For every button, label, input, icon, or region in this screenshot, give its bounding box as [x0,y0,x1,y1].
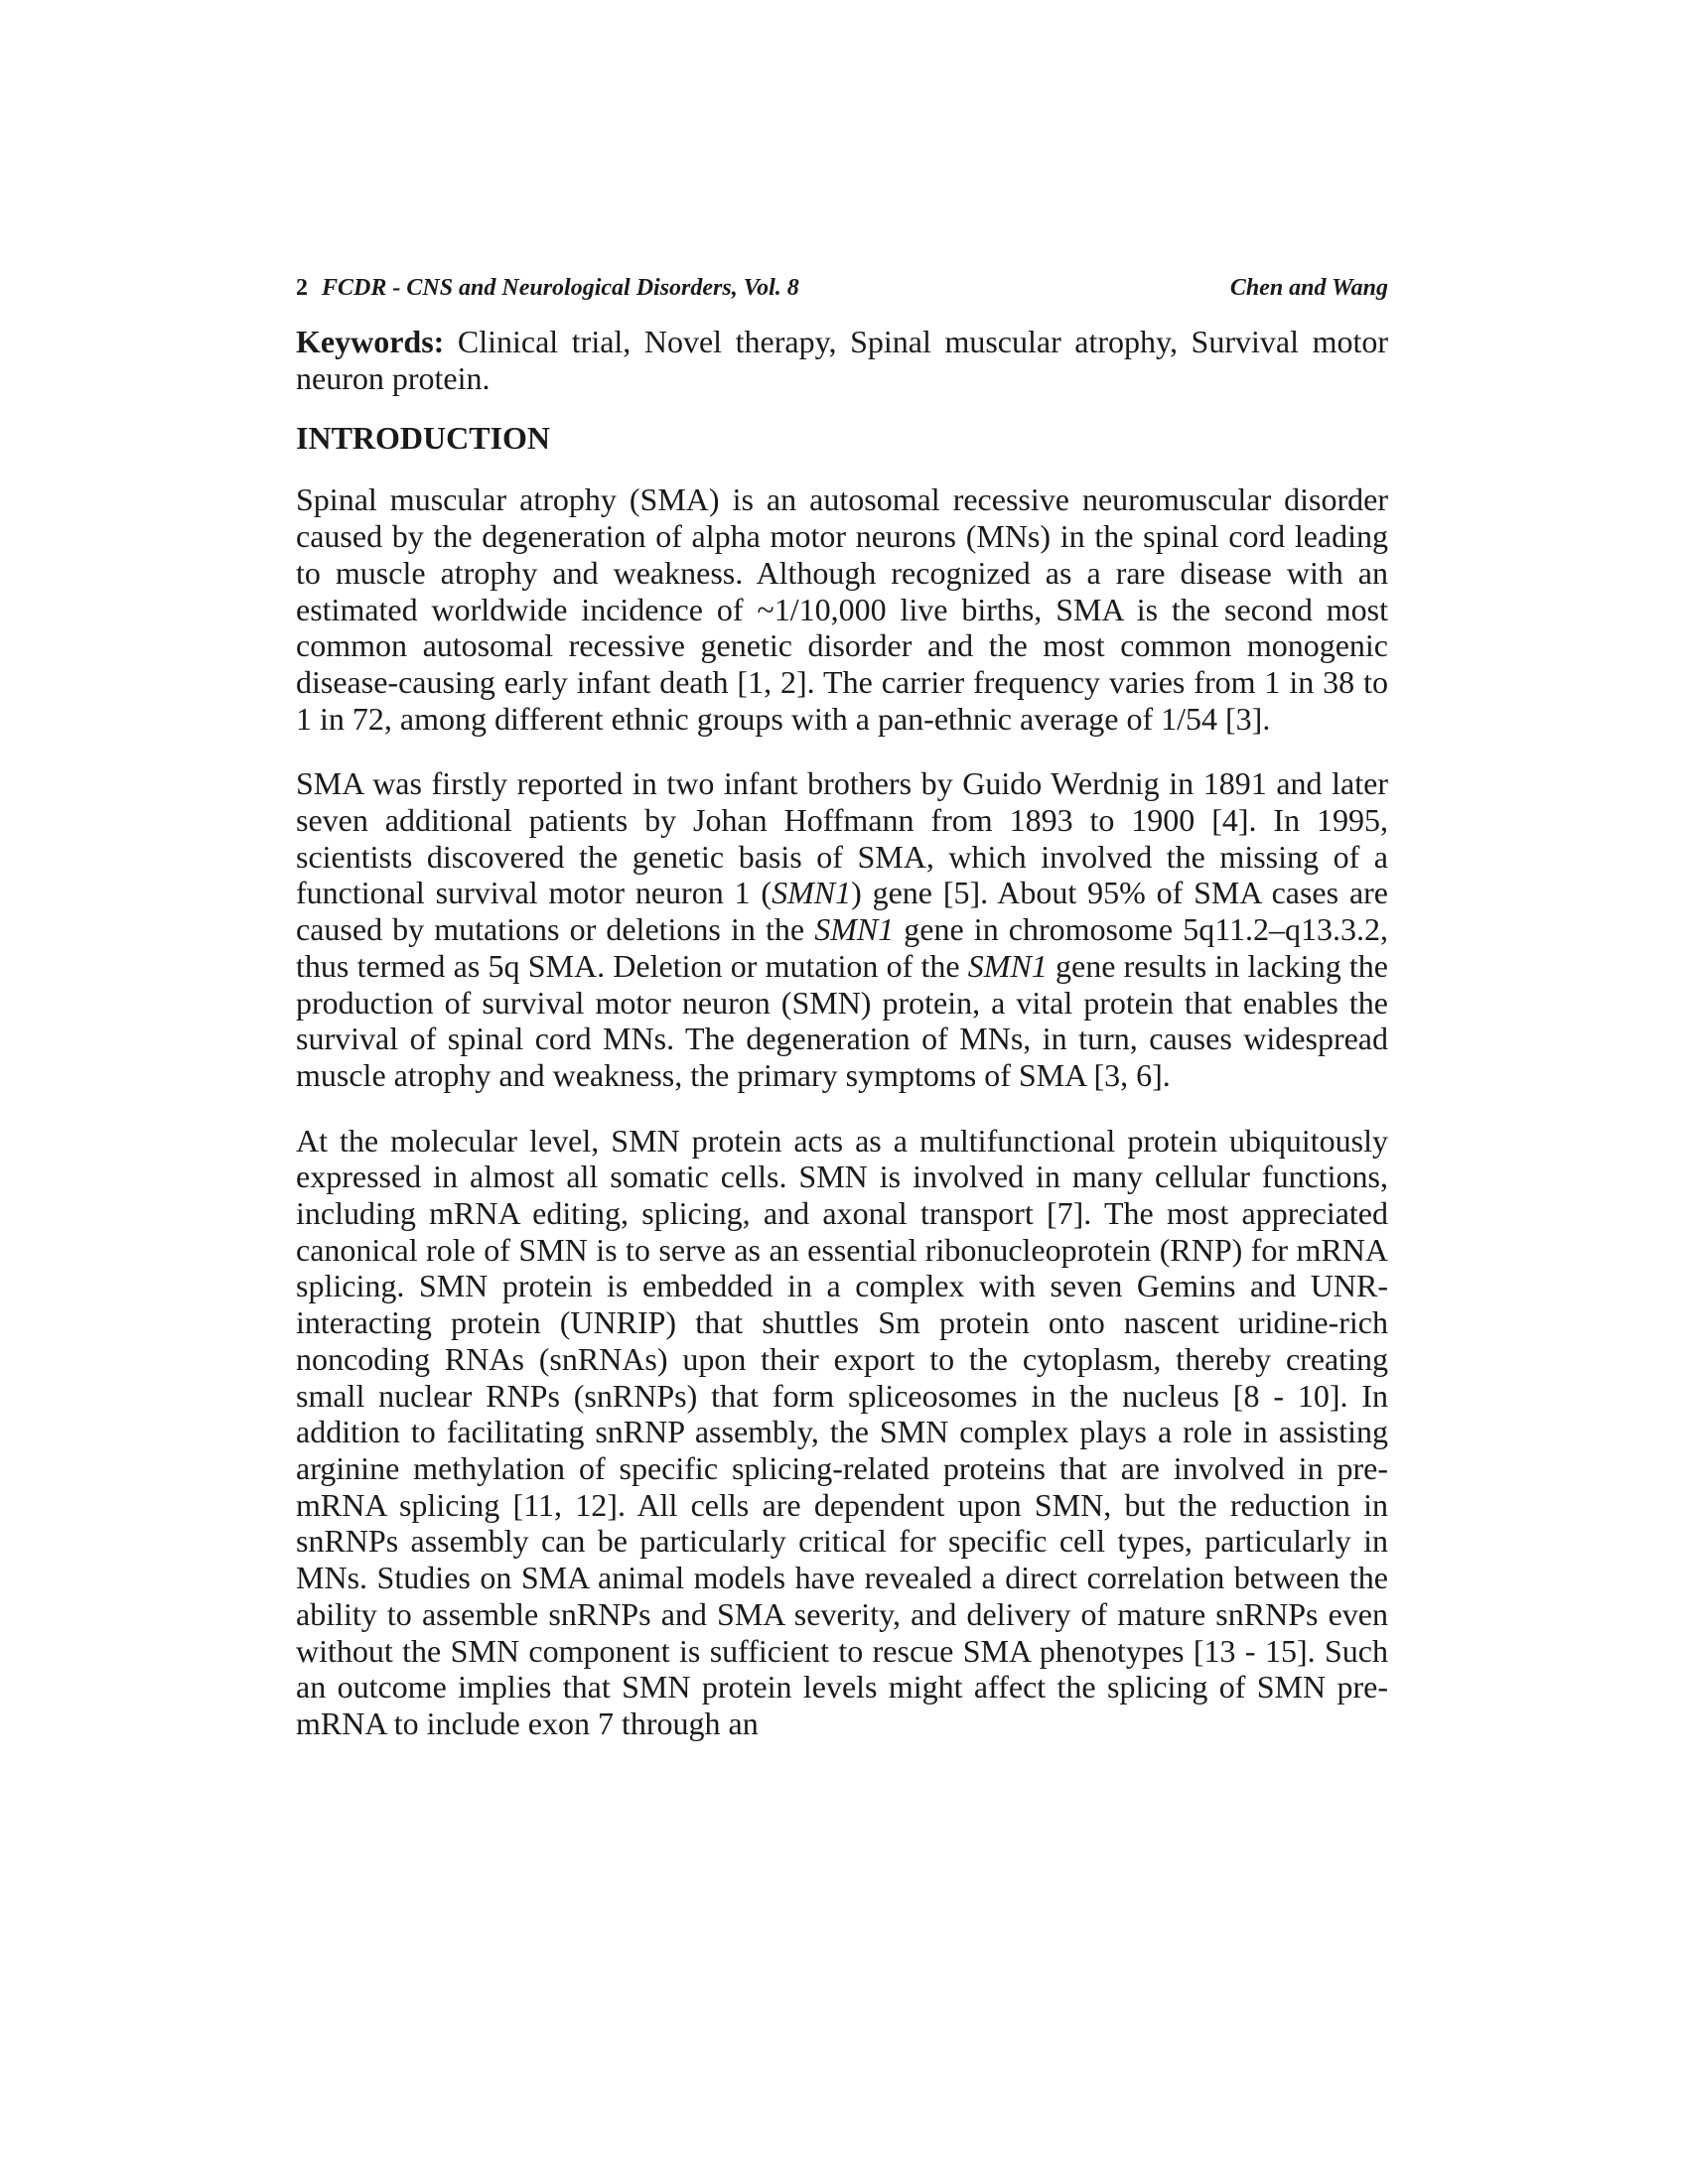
header-left [296,270,799,306]
body-paragraph [296,481,1388,737]
body-text [296,481,1388,1741]
paragraph-text: gene in chromosome 5q11.2–q13.3.2, thus termed as 5q SMA. Deletion or mutation of the [296,911,1389,984]
gene-name: SMN1 [967,947,1048,984]
body-paragraph [296,1123,1388,1742]
paragraph-text: At the molecular level, SMN protein acts as a multifunctional protein ubiquitously expressed in almost all somatic cells. SMN is involved in many cellular functions, including mRNA editing, splicing, and axonal transport [7]. The most appreciated canonical role of SMN is to serve as an essential ribonucleoprotein (RNP) for mRNA splicing. SMN protein is embedded in a complex with seven Gemins and UNR-interacting protein (UNRIP) that shuttles Sm protein onto nascent uridine-rich noncoding RNAs (snRNAs) upon their export to the cytoplasm, thereby creating small nuclear RNPs (snRNPs) that form spliceosomes in the nucleus [8 - 10]. In addition to facilitating snRNP assembly, the SMN complex plays a role in assisting arginine methylation of specific splicing-related proteins that are involved in pre-mRNA splicing [11, 12]. All cells are dependent upon SMN, but the reduction in snRNPs assembly can be particularly critical for specific cell types, particularly in MNs. Studies on SMA animal models have revealed a direct correlation between the ability to assemble snRNPs and SMA severity, and delivery of mature snRNPs even without the SMN component is sufficient to rescue SMA phenotypes [13 - 15]. Such an outcome implies that SMN protein levels might affect the splicing of SMN pre-mRNA to include exon 7 through an [296,1122,1388,1741]
paragraph-text: Spinal muscular atrophy (SMA) is an autosomal recessive neuromuscular disorder caused by the degeneration of alpha motor neurons (MNs) in the spinal cord leading to muscle atrophy and weakness. Although recognized as a rare disease with an estimated worldwide incidence of ~1/10,000 live births, SMA is the second most common autosomal recessive genetic disorder and the most common monogenic disease-causing early infant death [1, 2]. The carrier frequency varies from 1 in 38 to 1 in 72, among different ethnic groups with a pan-ethnic average of 1/54 [3]. [296,481,1388,737]
document-page [296,270,1388,1771]
body-paragraph [296,765,1388,1093]
gene-name: SMN1 [814,911,895,948]
keywords-paragraph [296,324,1388,396]
page-number: 2 [296,275,308,301]
paragraph-text: gene results in lacking the production of survival motor neuron (SMN) protein, a vital protein that enables the survival of spinal cord MNs. The degeneration of MNs, in turn, causes widespread muscle atrophy and weakness, the primary symptoms of SMA [3, 6]. [296,947,1389,1093]
header-authors: Chen and Wang [1229,275,1388,301]
section-heading: INTRODUCTION [296,420,551,457]
keywords-text: Clinical trial, Novel therapy, Spinal muscular atrophy, Survival motor neuron protein. [296,324,1388,396]
gene-name: SMN1 [772,875,852,911]
paragraph-text: SMA was firstly reported in two infant brothers by Guido Werdnig in 1891 and later seven additional patients by Johan Hoffmann from 1893 to 1900 [4]. In 1995, scientists discovered the genetic basis of SMA, which involved the missing of a functional survival motor neuron 1 ( [296,765,1388,911]
running-header [296,270,1388,306]
paragraph-text: ) gene [5]. About 95% of SMA cases are caused by mutations or deletions in the [296,875,1389,948]
journal-title: FCDR - CNS and Neurological Disorders, Vol. 8 [322,275,799,301]
keywords-label: Keywords: [296,324,445,359]
